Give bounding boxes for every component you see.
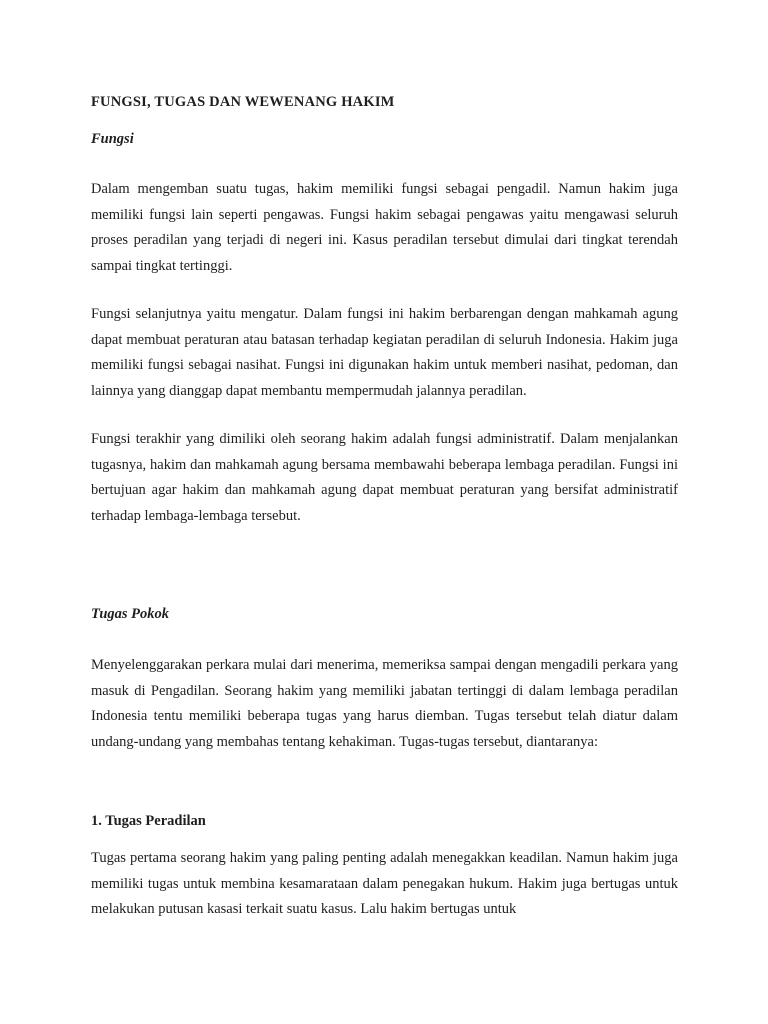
section-heading-fungsi: Fungsi: [91, 131, 134, 147]
section-heading-tugas-pokok: Tugas Pokok: [91, 606, 170, 622]
document-title: FUNGSI, TUGAS DAN WEWENANG HAKIM: [91, 94, 395, 110]
paragraph-fungsi-3: Fungsi terakhir yang dimiliki oleh seorang hakim adalah fungsi administratif. Dalam menjalankan tugasnya, hakim dan mahkamah agung bersama membawahi beberapa lembaga peradilan. Fungsi ini bertujuan agar hakim dan mahkamah agung dapat membuat peraturan yang bersifat administratif terhadap lembaga-lembaga tersebut.: [91, 431, 678, 524]
paragraph-tugas-peradilan: Tugas pertama seorang hakim yang paling penting adalah menegakkan keadilan. Namun hakim juga memiliki tugas untuk membina kesamarataan dalam penegakan hukum. Hakim juga bertugas untuk melakukan putusan kasasi terkait suatu kasus. Lalu hakim bertugas untuk: [91, 850, 678, 918]
paragraph-fungsi-1: Dalam mengemban suatu tugas, hakim memiliki fungsi sebagai pengadil. Namun hakim juga memiliki fungsi lain seperti pengawas. Fungsi hakim sebagai pengawas yaitu mengawasi seluruh proses peradilan yang terjadi di negeri ini. Kasus peradilan tersebut dimulai dari tingkat terendah sampai tingkat tertinggi.: [91, 181, 678, 274]
subheading-tugas-peradilan: 1. Tugas Peradilan: [91, 813, 206, 829]
paragraph-fungsi-2: Fungsi selanjutnya yaitu mengatur. Dalam fungsi ini hakim berbarengan dengan mahkamah agung dapat membuat peraturan atau batasan terhadap kegiatan peradilan di seluruh Indonesia. Hakim juga memiliki fungsi sebagai nasihat. Fungsi ini digunakan hakim untuk memberi nasihat, pedoman, dan lainnya yang dianggap dapat membantu mempermudah jalannya peradilan.: [91, 306, 678, 399]
paragraph-tugas-pokok: Menyelenggarakan perkara mulai dari menerima, memeriksa sampai dengan mengadili perkara yang masuk di Pengadilan. Seorang hakim yang memiliki jabatan tertinggi di dalam lembaga peradilan Indonesia tentu memiliki beberapa tugas yang harus diemban. Tugas tersebut telah diatur dalam undang-undang yang membahas tentang kehakiman. Tugas-tugas tersebut, diantaranya:: [91, 657, 678, 750]
